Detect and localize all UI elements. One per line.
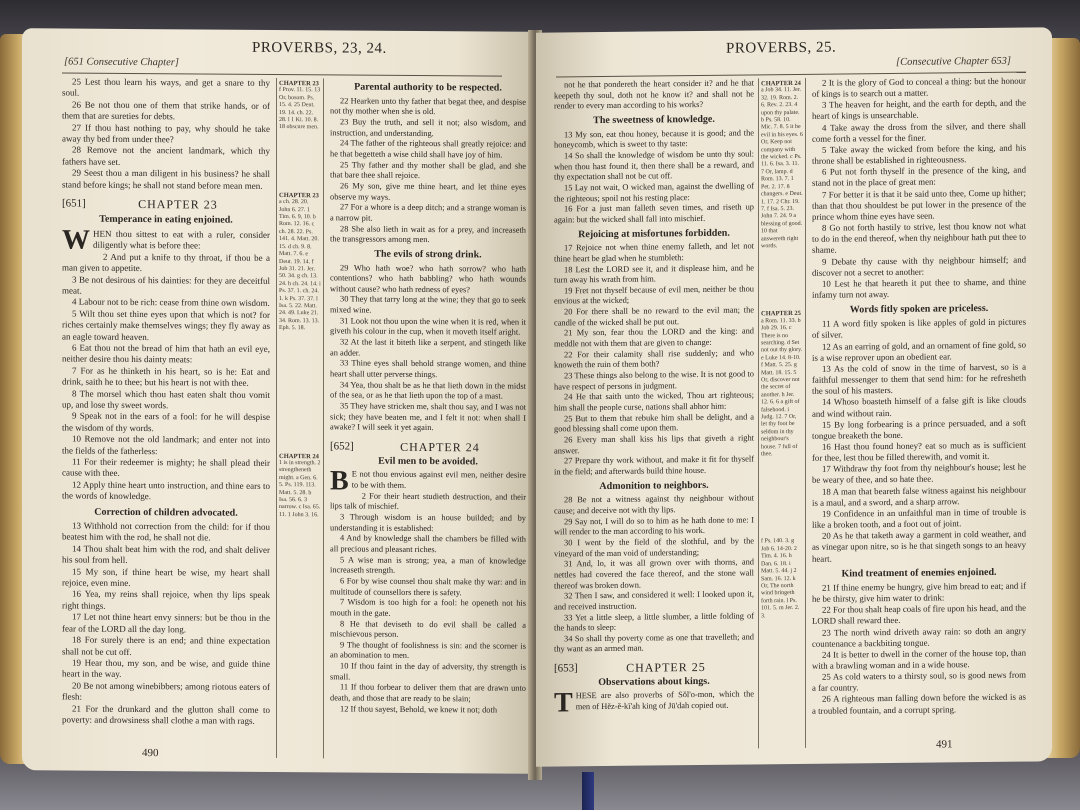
verse: 27 For a whore is a deep ditch; and a strange woman is a narrow pit. [330,202,526,223]
verse: 22 For their calamity shall rise suddenly; and who knoweth the ruin of them both? [554,348,754,370]
section-heading: Words fitly spoken are priceless. [849,303,989,316]
verse: 6 Put not forth thyself in the presence of the king, and stand not in the place of great men: [812,164,1026,189]
verse: 25 As cold waters to a thirsty soul, so is good news from a far country. [812,669,1026,694]
verse: 19 Hear thou, my son, and be wise, and guide thine heart in the way. [62,657,270,680]
running-head: PROVERBS, 25. [726,39,837,57]
cross-references [276,78,324,758]
verse: 21 My son, fear thou the LORD and the king: and meddle not with them that are given to change: [554,326,754,349]
verse: 2 It is the glory of God to conceal a thing: but the honour of kings is to search out a matter. [812,75,1026,99]
ref-heading: CHAPTER 23 [279,80,319,88]
verse: 12 Apply thine heart unto instruction, and thine ears to the words of knowledge. [62,479,270,502]
ref-block [761,310,803,459]
verse: 26 A righteous man falling down before the wicked is as a troubled fountain, and a corrupt spring. [812,692,1026,716]
verse [554,687,754,719]
verse: 20 Be not among winebibbers; among riotous eaters of flesh: [62,680,270,702]
ref-heading: CHAPTER 25 [761,310,801,318]
verse: 5 A wise man is strong; yea, a man of knowledge increaseth strength. [330,554,526,576]
ref-block [279,192,321,333]
verse: 7 For better it is that it be said unto thee, Come up hither; than that thou shouldest be put lower in the presence of the prince whom thine eyes have seen. [812,187,1026,222]
ref-heading: CHAPTER 24 [279,452,319,460]
verse: 12 If thou sayest, Behold, we knew it not; doth [340,704,498,715]
verse: 6 For by wise counsel thou shalt make thy war: and in multitude of counsellors there is safety. [330,576,526,597]
verse: 29 Seest thou a man diligent in his business? he shall stand before kings; he shall not stand before mean men. [62,167,270,191]
verse: 35 They have stricken me, shalt thou say, and I was not sick; they have beaten me, and I felt it not: when shall I awake? I will seek it yet again. [330,401,526,433]
verse: 26 Every man shall kiss his lips that giveth a right answer. [554,433,754,456]
verse: 2 For their heart studieth destruction, and their lips talk of mischief. [330,491,526,512]
ref-text: f Ps. 140. 3. g Job 6. 14-20. 2 Tim. 4. 16. h Dan. 6. 18. i Matt. 5. 44. j 2 Sam. 16. 12. k Or, The north wind bringeth forth rain. l Ps. 101. 5. m Jer. 2. 3. [761,538,800,619]
ref-text: a ch. 28. 20. John 6. 27. 1 Tim. 6. 9, 10. b Rom. 12. 16. c ch. 28. 22. Ps. 141. 4. Matt. 20. 15. d ch. 9. 8. Matt. 7. 6. e Deut. 19. 14. f Job 31. 21. Jer. 50. 34. g ch. 13. 24. h ch. 24. 14. i Ps. 37. 1. ch. 24. 1. k Ps. 37. 37. l Isa. 5. 22. Matt. 24. 49. Luke 21. 34. Rom. 13. 13. Eph. 5. 18. [279,199,321,332]
section-heading: Kind treatment of enemies enjoined. [841,566,997,580]
verse-block [554,242,754,479]
verse: 6 Eat thou not the bread of him that hath an evil eye, neither desire thou his dainty meats: [62,342,270,365]
verse: 8 Go not forth hastily to strive, lest thou know not what to do in the end thereof, when thy neighbour hath put thee to shame. [812,220,1026,256]
verse: 5 Wilt thou set thine eyes upon that which is not? for riches certainly make themselves wings; they fly away as an eagle toward heaven. [62,308,270,342]
section-heading: Admonition to neighbors. [599,479,709,492]
verse: 30 They that tarry long at the wine; they that go to seek mixed wine. [330,294,526,315]
chapter-number: [652] [330,440,354,453]
verse-block [554,687,754,719]
chapter-heading [62,199,270,212]
chapter-number: [653] [554,662,578,675]
ref-block [279,453,321,520]
verse: 32 Then I saw, and considered it well: I looked upon it, and received instruction. [554,589,754,612]
verse: 30 I went by the field of the slothful, and by the vineyard of the man void of understanding; [554,536,754,559]
verse-block [62,521,270,728]
left-column-b [330,78,526,716]
ref-text: 1 is in strength. 2 strengtheneth might. a Gen. 6. 5. Ps. 119. 113. Matt. 5. 28. b Isa. 56. 6. 3 narrow. c Isa. 65. 11. 1 John 3. 16. [279,459,321,519]
verse: 25 Lest thou learn his ways, and get a snare to thy soul. [62,76,270,99]
verse [62,224,270,256]
verse: 13 My son, eat thou honey, because it is good; and the honeycomb, which is sweet to thy taste: [554,128,754,150]
verse: 20 For there shall be no reward to the evil man; the candle of the wicked shall be put out. [554,305,754,328]
verse: 21 If thine enemy be hungry, give him bread to eat; and if he be thirsty, give him water to drink: [812,580,1026,604]
verse: 17 Withdraw thy foot from thy neighbour's house; lest he be weary of thee, and so hate thee. [812,461,1026,486]
chapter-title: CHAPTER 25 [626,660,706,675]
verse: 11 If thou forbear to deliver them that are drawn unto death, and those that are ready to be slain; [330,682,526,704]
verse-block [62,224,270,503]
verse-block [330,263,526,435]
ref-text: f Prov. 11. 15. 13 Or, bosom. Ps. 15. 4. 25 Deut. 19. 14. ch. 22. 28. l 1 Ki. 10. 8. 18 obscure men. [279,87,321,131]
ref-heading: CHAPTER 23 [279,191,319,200]
right-column-a [554,78,754,719]
verse: 24 He that saith unto the wicked, Thou art righteous; him shall the people curse, nations shall abhor him: [554,390,754,413]
verse: 3 The heaven for height, and the earth for depth, and the heart of kings is unsearchable. [812,97,1026,122]
ref-text: a Rom. 11. 33. b Job 29. 16. c There is no searching. d Set not out thy glory. e Luke 14. 8-10. f Matt. 5. 25. g Matt. 18. 15. 5 Or, discover not the secret of another. h Jer. 12. 6. 6 a gift of falsehood. i Judg. 12. 7 Or, let thy foot be seldom in thy neighbour's house. 7 full of thee. [761,317,803,458]
verse-text: E not thou envious against evil men, neither desire to be with them. [351,469,526,490]
verse: 17 Let not thine heart envy sinners: but be thou in the fear of the LORD all the day long. [62,611,270,635]
verse-block [554,78,754,112]
section-heading: Parental authority to be respected. [354,81,502,94]
chapter-title: CHAPTER 24 [400,439,480,455]
verse: 24 It is better to dwell in the corner of the house top, than with a brawling woman and in a wide house. [812,647,1026,671]
verse: 15 My son, if thine heart be wise, my heart shall rejoice, even mine. [62,566,270,589]
verse: 23 Buy the truth, and sell it not; also wisdom, and instruction, and understanding. [330,117,526,138]
verse: 4 Take away the dross from the silver, and there shall come forth a vessel for the finer. [812,120,1026,144]
bookmark-ribbon [582,772,594,810]
chapter-title: CHAPTER 23 [138,197,218,212]
verse: 27 Prepare thy work without, and make it fit for thyself in the field; and afterwards build thine house. [554,454,754,477]
ref-heading: CHAPTER 24 [761,79,801,88]
verse: 33 Yet a little sleep, a little slumber, a little folding of the hands to sleep: [554,610,754,633]
verse: 26 My son, give me thine heart, and let thine eyes observe my ways. [330,181,526,202]
verse: 16 Hast thou found honey? eat so much as is sufficient for thee, lest thou be filled therewith, and vomit it. [812,439,1026,463]
verse: 29 Who hath woe? who hath sorrow? who hath contentions? who hath babbling? who hath wounds without cause? who hath redness of eyes? [330,262,526,295]
verse: 32 At the last it biteth like a serpent, and stingeth like an adder. [330,337,526,358]
verse-block [554,494,754,656]
chapter-number: [651] [62,197,86,210]
ref-text: a Job 34. 11. Jer. 32. 19. Rom. 2. 6. Rev. 2. 23. 4 upon thy palate. b Ps. 58. 10. Mic. 7. 8. 5 it be evil in his eyes. 6 Or, Keep not company with the wicked. c Ps. 11. 6. Isa. 3. 11. 7 Or, lamp. d Rom. 13. 7. 1 Pet. 2. 17. 8 changers. e Deut. 1. 17. 2 Chr. 19. 7. f Isa. 5. 23. John 7. 24. 9 a blessing of good. 10 that answereth right words. [761,87,803,250]
verse: 15 Lay not wait, O wicked man, against the dwelling of the righteous; spoil not his resting place: [554,181,754,204]
left-column-a [62,76,270,727]
verse: 23 The north wind driveth away rain: so doth an angry countenance a backbiting tongue. [812,625,1026,649]
verse: 20 As he that taketh away a garment in cold weather, and as vinegar upon nitre, so is he that singeth songs to an heavy heart. [812,528,1026,564]
verse: 9 Debate thy cause with thy neighbour himself; and discover not a secret to another: [812,254,1026,278]
verse: 18 A man that beareth false witness against his neighbour is a maul, and a sword, and a sharp arrow. [812,484,1026,508]
consecutive-chapter: [651 Consecutive Chapter] [64,56,179,69]
page-number: 490 [142,747,159,760]
verse: 2 And put a knife to thy throat, if thou be a man given to appetite. [62,251,270,274]
verse: 29 Say not, I will do so to him as he hath done to me: I will render to the man according to his work. [554,515,754,537]
verse-block [812,580,1026,716]
verse: 23 These things also belong to the wise. It is not good to have respect of persons in judgment. [554,369,754,392]
verse: 34 Yea, thou shalt be as he that lieth down in the midst of the sea, or as he that lieth upon the top of a mast. [330,380,526,401]
verse: 3 Through wisdom is an house builded; and by understanding it is established: [330,512,526,533]
verse: 13 Withhold not correction from the child: for if thou beatest him with the rod, he shall not die. [62,520,270,543]
section-heading: Temperance in eating enjoined. [99,214,233,227]
section-heading: The evils of strong drink. [374,248,482,261]
ref-block [279,80,321,132]
verse: 16 Yea, my reins shall rejoice, when thy lips speak right things. [62,589,270,611]
section-heading: Correction of children advocated. [94,506,238,519]
right-page [536,27,1052,766]
verse-block [330,465,526,716]
cross-references [758,78,806,749]
verse: 28 Be not a witness against thy neighbour without cause; and deceive not with thy lips. [554,493,754,516]
verse: 24 The father of the righteous shall greatly rejoice: and he that begetteth a wise child shall have joy of him. [330,138,526,160]
section-heading: Evil men to be avoided. [378,455,478,468]
verse: 14 So shall the knowledge of wisdom be unto thy soul: when thou hast found it, then there shall be a reward, and thy expectation shall not be cut off. [554,149,754,182]
verse: 4 Labour not to be rich: cease from thine own wisdom. [72,296,270,309]
drop-cap: W [62,224,90,256]
verse: 28 Remove not the ancient landmark, which thy fathers have set. [62,144,270,167]
left-page [22,28,534,774]
verse: 19 Confidence in an unfaithful man in time of trouble is like a broken tooth, and a foot out of joint. [812,506,1026,530]
drop-cap: B [330,465,349,497]
verse: 7 For as he thinketh in his heart, so is he: Eat and drink, saith he to thee; but his heart is not with thee. [62,365,270,388]
verse-text: HEN thou sittest to eat with a ruler, consider diligently what is before thee: [93,228,270,251]
verse: 28 She also lieth in wait as for a prey, and increaseth the transgressors among men. [330,223,526,245]
verse: 5 Take away the wicked from before the king, and his throne shall be established in righteousness. [812,142,1026,166]
verse: 22 Hearken unto thy father that begat thee, and despise not thy mother when she is old. [330,96,526,117]
page-number: 491 [936,738,953,751]
verse-block [554,128,754,226]
verse: 9 Speak not in the ears of a fool: for he will despise the wisdom of thy words. [62,410,270,433]
verse: 8 The morsel which thou hast eaten shalt thou vomit up, and lose thy sweet words. [62,388,270,411]
verse: 9 The thought of foolishness is sin: and the scorner is an abomination to men. [330,640,526,661]
verse: 14 Whoso boasteth himself of a false gift is like clouds and wind without rain. [812,394,1026,419]
verse: 7 Wisdom is too high for a fool: he openeth not his mouth in the gate. [330,597,526,618]
verse: 11 For their redeemer is mighty; he shall plead their cause with thee. [62,456,270,479]
verse-block [812,317,1026,565]
verse: 25 Thy father and thy mother shall be glad, and she that bare thee shall rejoice. [330,160,526,181]
verse: 3 Be not desirous of his dainties: for they are deceitful meat. [62,274,270,296]
chapter-heading [330,441,526,453]
verse: 34 So shall thy poverty come as one that travelleth; and thy want as an armed man. [554,632,754,654]
consecutive-chapter: [Consecutive Chapter 653] [896,55,1011,68]
verse: 19 Fret not thyself because of evil men, neither be thou envious at the wicked; [554,284,754,306]
verse: 10 Remove not the old landmark; and enter not into the fields of the fatherless: [62,433,270,456]
verse-block [62,76,270,192]
verse: 16 For a just man falleth seven times, and riseth up again: but the wicked shall fall into mischief. [554,202,754,225]
section-heading: Observations about kings. [598,675,710,688]
section-heading: Rejoicing at misfortunes forbidden. [578,227,730,240]
verse: 21 For the drunkard and the glutton shall come to poverty: and drowsiness shall clothe a man with rags. [62,703,270,726]
verse: 25 But to them that rebuke him shall be delight, and a good blessing shall come upon them. [554,412,754,434]
verse: 10 If thou faint in the day of adversity, thy strength is small. [330,661,526,682]
verse: 22 For thou shalt heap coals of fire upon his head, and the LORD shall reward thee. [812,602,1026,627]
verse: 27 If thou hast nothing to pay, why should he take away thy bed from under thee? [62,122,270,145]
verse: 10 Lest he that heareth it put thee to shame, and thine infamy turn not away. [812,276,1026,300]
verse [330,465,526,497]
verse: 18 For surely there is an end; and thine expectation shall not be cut off. [62,634,270,657]
verse: 11 A word fitly spoken is like apples of gold in pictures of silver. [812,316,1026,341]
verse-block [330,96,526,247]
verse: 15 By long forbearing is a prince persuaded, and a soft tongue breaketh the bone. [812,417,1026,441]
running-head: PROVERBS, 23, 24. [252,39,387,57]
verse: 12 As an earring of gold, and an ornament of fine gold, so is a wise reprover upon an obedient ear. [812,339,1026,363]
verse: 26 Be not thou one of them that strike hands, or of them that are sureties for debts. [62,99,270,122]
verse: 17 Rejoice not when thine enemy falleth, and let not thine heart be glad when he stumbleth: [554,241,754,264]
chapter-heading [554,662,754,675]
verse: 31 Look not thou upon the wine when it is red, when it giveth his colour in the cup, when it moveth itself aright. [330,316,526,338]
drop-cap: T [554,687,573,719]
verse: 13 As the cold of snow in the time of harvest, so is a faithful messenger to them that send him: for he refresheth the soul of his masters. [812,361,1026,397]
section-heading: The sweetness of knowledge. [593,113,715,127]
verse: not he that pondereth the heart consider it? and he that keepeth thy soul, doth not he know it? and shall not he render to every man according to his works? [554,78,754,111]
verse: 4 And by knowledge shall the chambers be filled with all precious and pleasant riches. [330,533,526,555]
verse: 33 Thine eyes shall behold strange women, and thine heart shall utter perverse things. [330,358,526,380]
verse: 18 Lest the LORD see it, and it displease him, and he turn away his wrath from him. [554,262,754,285]
ref-block [761,538,803,620]
verse-block [812,76,1026,301]
verse-text: HESE are also proverbs of Sŏl'o-mon, which the men of Hĕz-ĕ-kī'ah king of Jū'dah copied out. [575,689,754,712]
right-column-b [812,76,1026,717]
ref-block [761,80,803,251]
header-rule [62,72,502,76]
verse: 14 Thou shalt beat him with the rod, and shalt deliver his soul from hell. [62,543,270,566]
verse: 8 He that deviseth to do evil shall be called a mischievous person. [330,618,526,639]
verse: 31 And, lo, it was all grown over with thorns, and nettles had covered the face thereof, and the stone wall thereof was broken down. [554,557,754,591]
